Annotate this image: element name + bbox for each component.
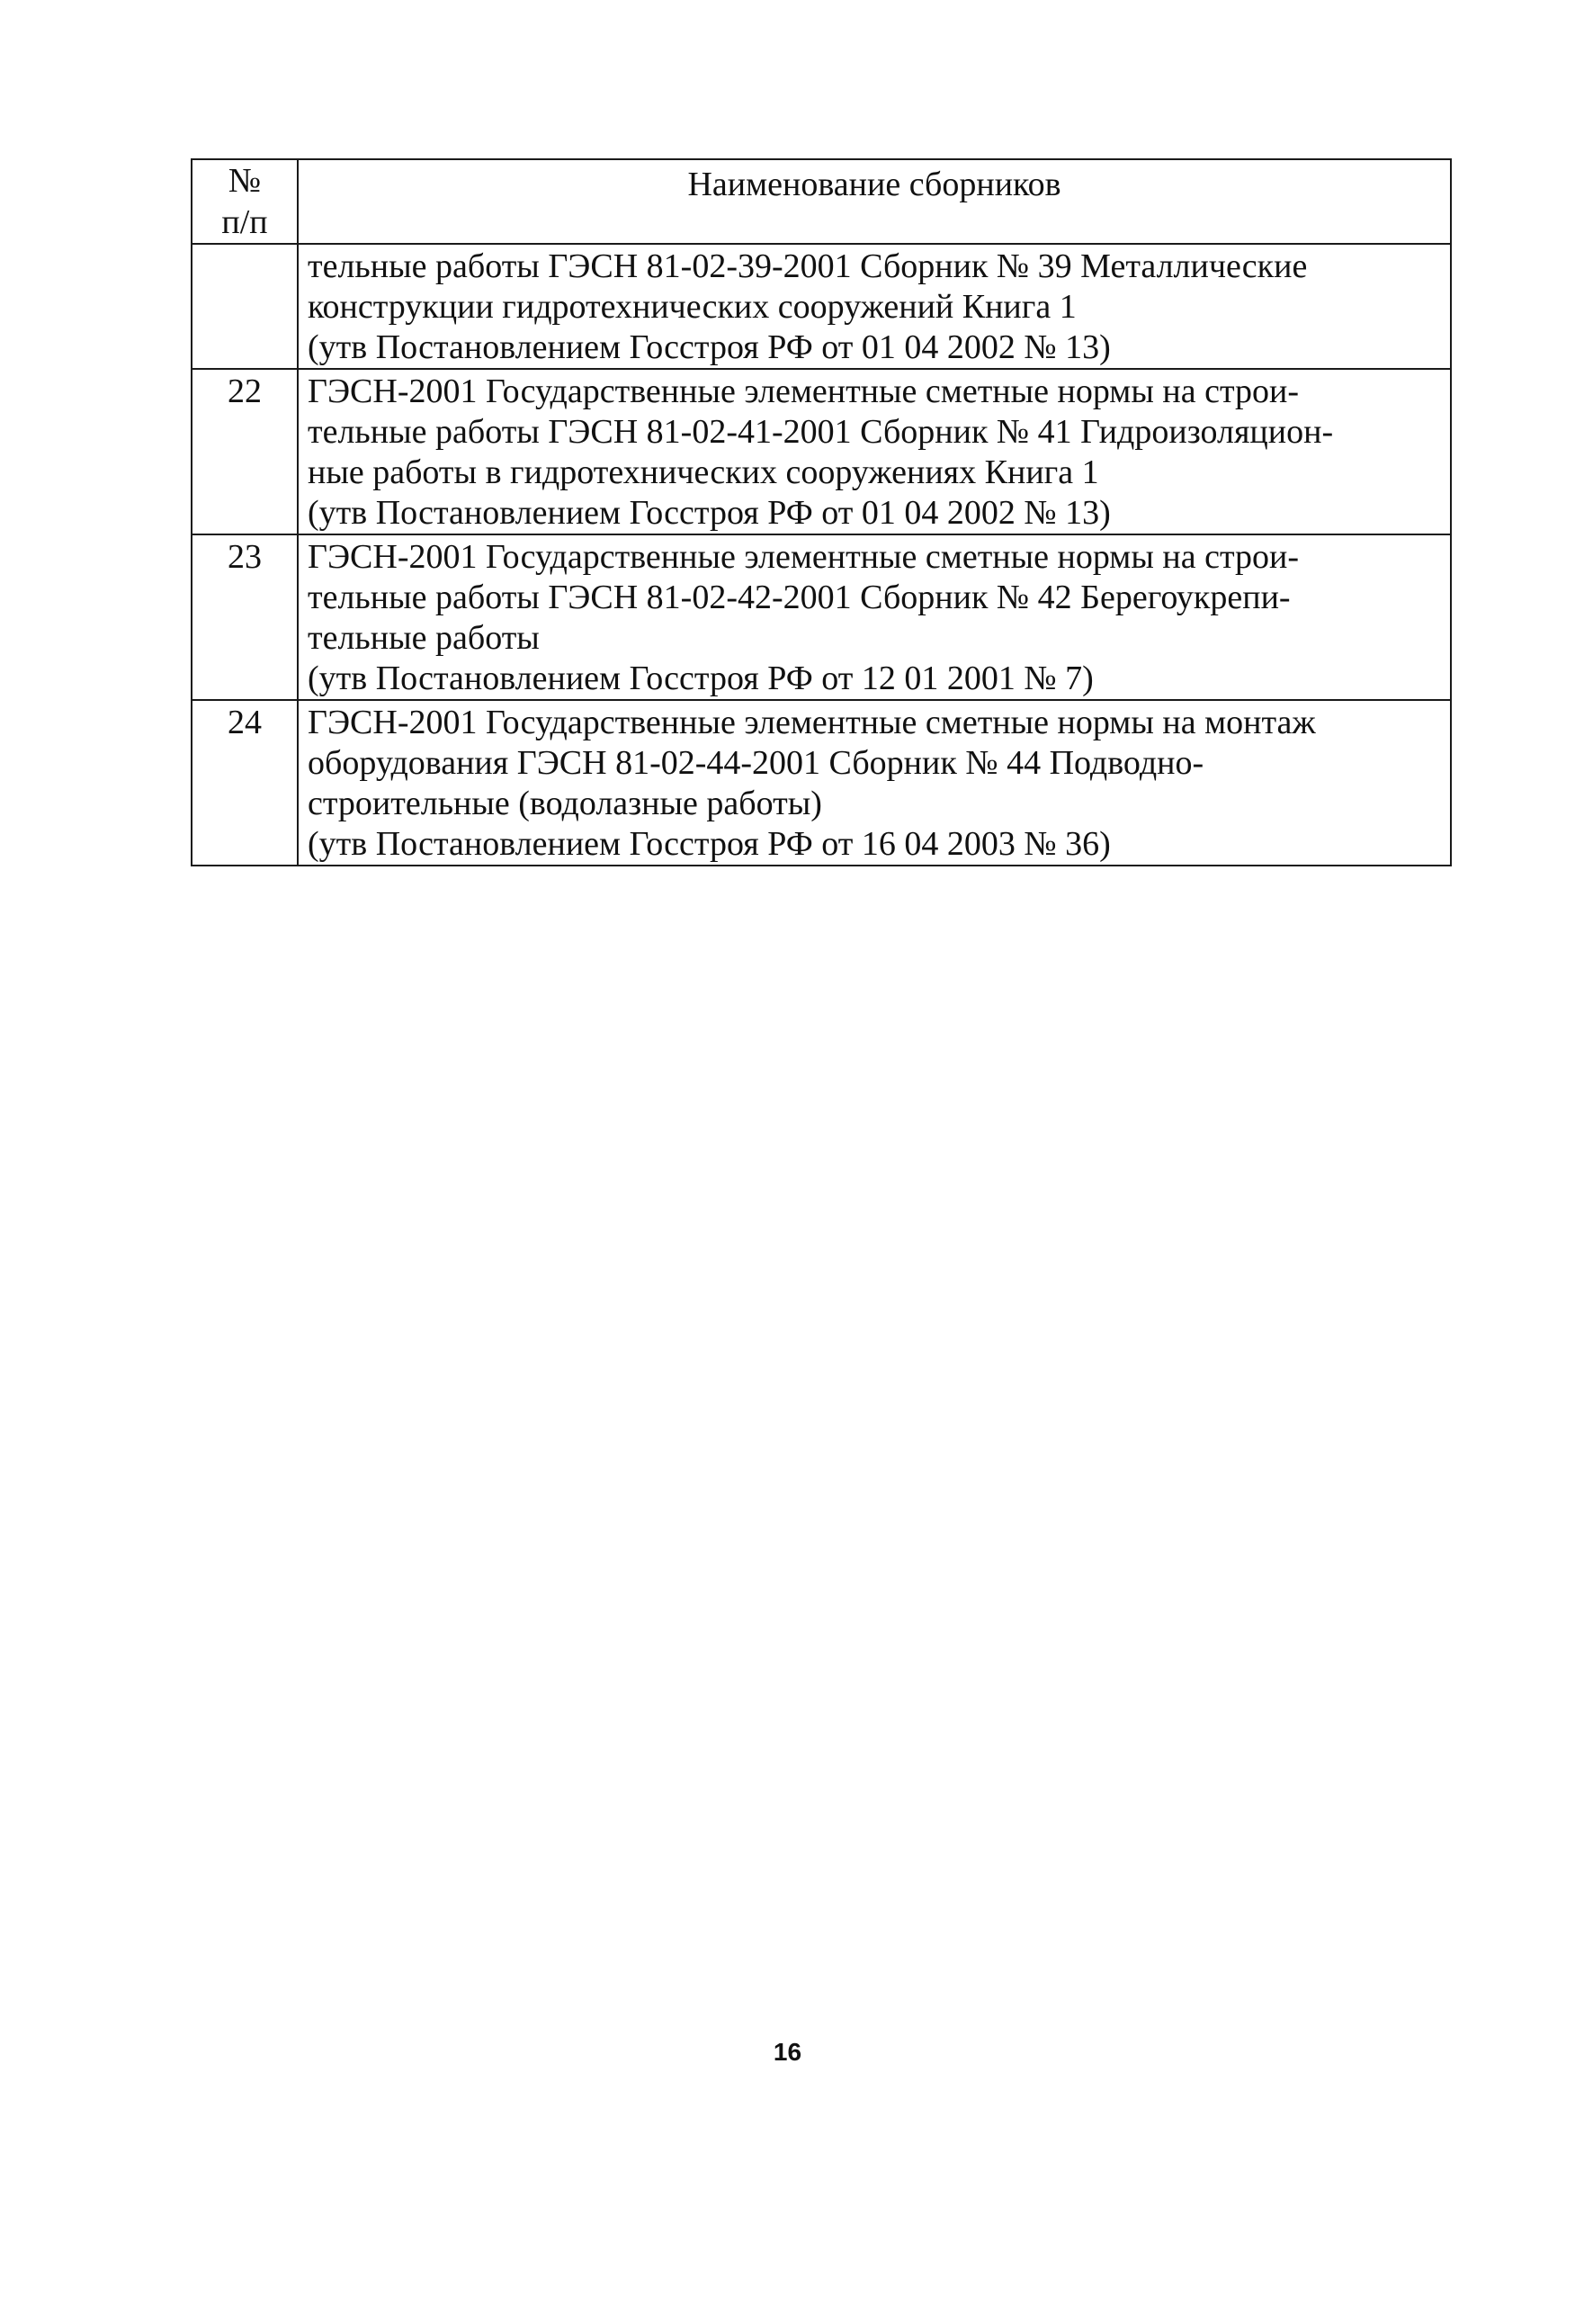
row-text-line: тельные работы ГЭСН 81-02-41-2001 Сборник № 41 Гидроизоляцион- bbox=[308, 413, 1334, 451]
row-name-cell bbox=[298, 700, 1451, 866]
row-text-line: ные работы в гидротехнических сооружениях Книга 1 bbox=[308, 453, 1099, 491]
table-row bbox=[192, 700, 1451, 866]
row-text-line: ГЭСН-2001 Государственные элементные сметные нормы на монтаж bbox=[308, 704, 1316, 741]
row-number-cell: 22 bbox=[192, 369, 298, 534]
row-text-line: (утв Постановлением Госстроя РФ от 12 01 2001 № 7) bbox=[308, 660, 1094, 697]
row-text-line: тельные работы bbox=[308, 619, 540, 657]
header-name-cell: Наименование сборников bbox=[298, 159, 1451, 244]
row-text-line: тельные работы ГЭСН 81-02-39-2001 Сборник № 39 Металлические bbox=[308, 247, 1308, 285]
row-text-line: строительные (водолазные работы) bbox=[308, 785, 822, 822]
row-number-cell: 24 bbox=[192, 700, 298, 866]
row-text-line: тельные работы ГЭСН 81-02-42-2001 Сборник № 42 Берегоукрепи- bbox=[308, 579, 1291, 616]
header-number-symbol: № bbox=[228, 162, 262, 200]
page-number: 16 bbox=[773, 2038, 802, 2066]
row-text-line: конструкции гидротехнических сооружений Книга 1 bbox=[308, 288, 1077, 326]
row-text-line: ГЭСН-2001 Государственные элементные сметные нормы на строи- bbox=[308, 538, 1299, 576]
row-number-cell bbox=[192, 244, 298, 369]
table-row bbox=[192, 534, 1451, 700]
row-text-line: (утв Постановлением Госстроя РФ от 01 04 2002 № 13) bbox=[308, 494, 1111, 532]
row-text-line: оборудования ГЭСН 81-02-44-2001 Сборник № 44 Подводно- bbox=[308, 744, 1204, 782]
table-header-row bbox=[192, 159, 1451, 244]
row-text-line: (утв Постановлением Госстроя РФ от 16 04 2003 № 36) bbox=[308, 825, 1111, 863]
header-number-abbrev: п/п bbox=[221, 203, 268, 241]
row-name-cell bbox=[298, 534, 1451, 700]
table-row bbox=[192, 244, 1451, 369]
row-text-line: (утв Постановлением Госстроя РФ от 01 04 2002 № 13) bbox=[308, 328, 1111, 366]
header-number-cell bbox=[192, 159, 298, 244]
collections-table bbox=[191, 158, 1452, 866]
row-number-cell: 23 bbox=[192, 534, 298, 700]
row-name-cell bbox=[298, 244, 1451, 369]
row-text-line: ГЭСН-2001 Государственные элементные сметные нормы на строи- bbox=[308, 372, 1299, 410]
row-name-cell bbox=[298, 369, 1451, 534]
table-row bbox=[192, 369, 1451, 534]
